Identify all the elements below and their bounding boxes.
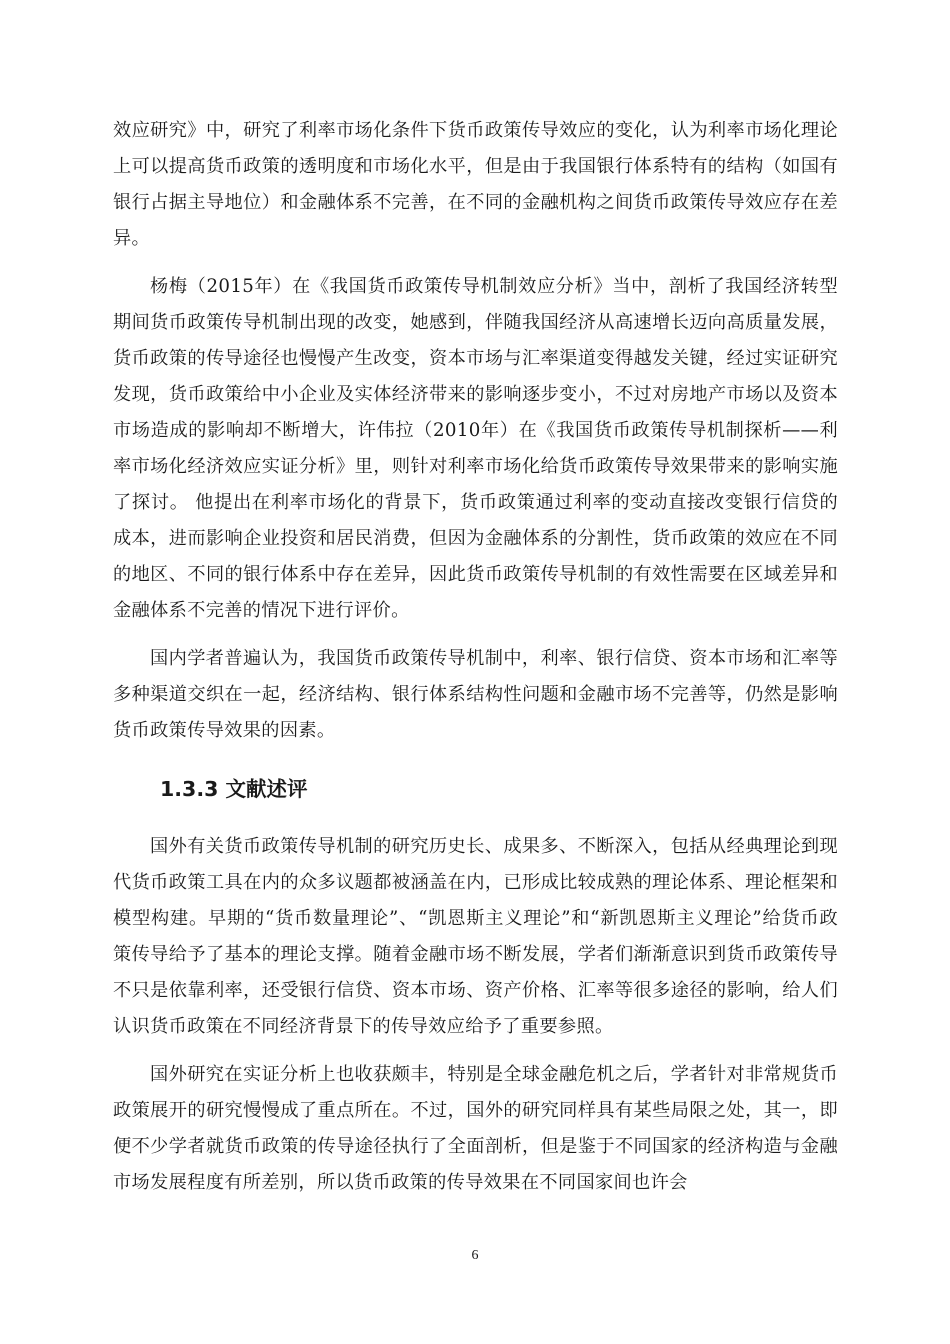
paragraph-yang-mei: 杨梅（2015年）在《我国货币政策传导机制效应分析》当中，剖析了我国经济转型期间货币政策传导机制出现的改变，她感到，伴随我国经济从高速增长迈向高质量发展，货币政策的传导途径也慢慢产生改变，资本市场与汇率渠道变得越发关键，经过实证研究发现，货币政策给中小企业及实体经济带来的影响逐步变小，不过对房地产市场以及资本市场造成的影响却不断增大，许伟拉（2010年）在《我国货币政策传导机制探析——利率市场化经济效应实证分析》里，则针对利率市场化给货币政策传导效果带来的影响实施了探讨。 他提出在利率市场化的背景下，货币政策通过利率的变动直接改变银行信贷的成本，进而影响企业投资和居民消费，但因为金融体系的分割性，货币政策的效应在不同的地区、不同的银行体系中存在差异，因此货币政策传导机制的有效性需要在区域差异和金融体系不完善的情况下进行评价。 [113,276,838,621]
page-number: 6 [471,1248,479,1263]
paragraph-domestic-scholars: 国内学者普遍认为，我国货币政策传导机制中，利率、银行信贷、资本市场和汇率等多种渠道交织在一起，经济结构、银行体系结构性问题和金融市场不完善等，仍然是影响货币政策传导效果的因素。 [113,648,838,741]
paragraph-empirical-analysis: 国外研究在实证分析上也收获颇丰，特别是全球金融危机之后，学者针对非常规货币政策展开的研究慢慢成了重点所在。不过，国外的研究同样具有某些局限之处，其一，即便不少学者就货币政策的传导途径执行了全面剖析，但是鉴于不同国家的经济构造与金融市场发展程度有所差别，所以货币政策的传导效果在不同国家间也许会 [113,1064,838,1193]
section-heading: 1.3.3 文献述评 [160,777,308,801]
paragraph-foreign-research: 国外有关货币政策传导机制的研究历史长、成果多、不断深入，包括从经典理论到现代货币政策工具在内的众多议题都被涵盖在内，已形成比较成熟的理论体系、理论框架和模型构建。早期的“货币数量理论”、“凯恩斯主义理论”和“新凯恩斯主义理论”给货币政策传导给予了基本的理论支撑。随着金融市场不断发展，学者们渐渐意识到货币政策传导不只是依靠利率，还受银行信贷、资本市场、资产价格、汇率等很多途径的影响，给人们认识货币政策在不同经济背景下的传导效应给予了重要参照。 [113,836,838,1037]
page-body [113,113,838,1201]
paragraph-continued: 效应研究》中，研究了利率市场化条件下货币政策传导效应的变化，认为利率市场化理论上可以提高货币政策的透明度和市场化水平，但是由于我国银行体系特有的结构（如国有银行占据主导地位）和金融体系不完善，在不同的金融机构之间货币政策传导效应存在差异。 [113,120,838,249]
